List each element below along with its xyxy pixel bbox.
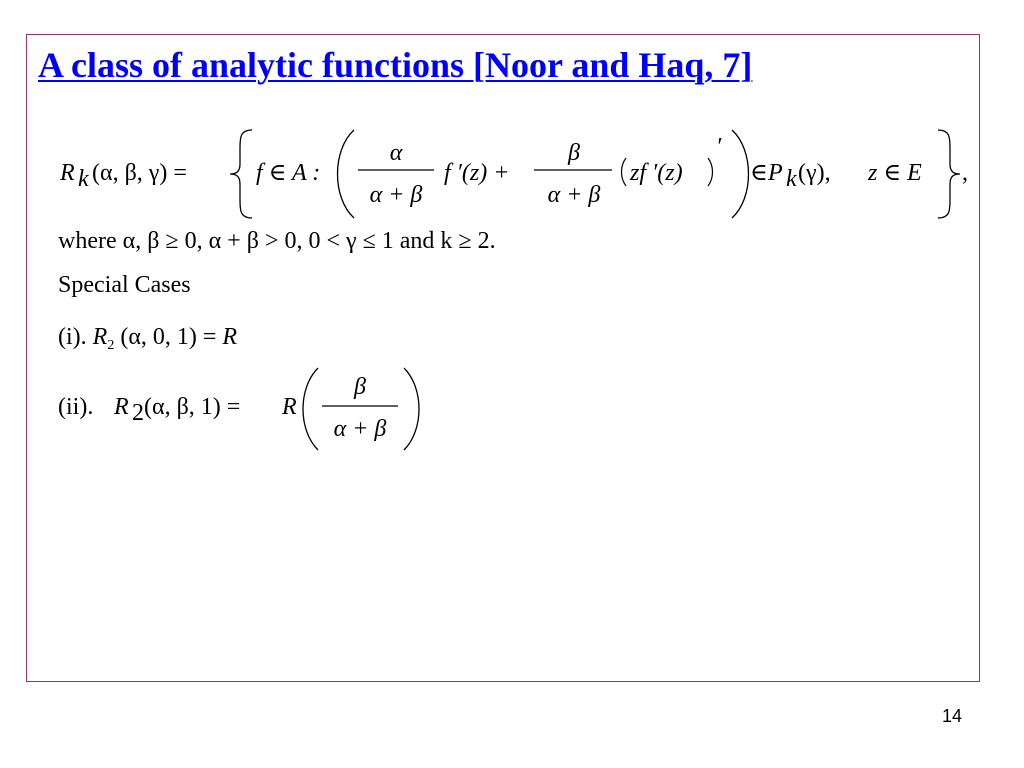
case-ii-label: (ii). [58, 394, 94, 420]
slide-title: A class of analytic functions [Noor and Haq, 7] [38, 45, 753, 85]
case-ii-left-paren [303, 368, 318, 450]
lhs-letter: R [60, 160, 75, 186]
case-i-letter: R [92, 324, 108, 350]
domain: z ∈ E [868, 160, 922, 186]
frac1-numerator: α [389, 140, 403, 166]
right-brace [938, 130, 960, 218]
definition-equation [56, 124, 986, 224]
frac2-numerator: β [568, 140, 580, 166]
case-i-rhs: R [222, 324, 238, 350]
case-ii-subscript: 2 [132, 400, 144, 426]
frac2-denominator: α + β [547, 182, 601, 208]
left-paren [338, 130, 355, 218]
P-arguments: (γ), [798, 160, 831, 186]
case-i-label: (i). [58, 324, 87, 350]
case-i-subscript: 2 [107, 338, 115, 353]
outer-prime: ′ [716, 134, 722, 160]
element-of: ∈ [750, 160, 768, 186]
P-subscript: k [786, 166, 797, 192]
where-condition: where α, β ≥ 0, α + β > 0, 0 < γ ≤ 1 and k ≥ 2. [58, 228, 496, 254]
case-ii-denominator: α + β [333, 416, 387, 442]
inner-left-paren [622, 158, 627, 186]
lhs-arguments: (α, β, γ) = [92, 160, 187, 186]
set-member: f ∈ A : [256, 160, 321, 186]
case-ii-numerator: β [354, 374, 366, 400]
trailing-comma: , [962, 160, 968, 186]
case-ii-rhs: R [282, 394, 297, 420]
inner-right-paren [708, 158, 713, 186]
case-ii-args: (α, β, 1) = [144, 394, 241, 420]
page-number: 14 [942, 706, 963, 726]
P-letter: P [768, 160, 783, 186]
left-brace [230, 130, 252, 218]
special-cases-heading: Special Cases [58, 272, 191, 298]
term2: zf ′(z) [630, 160, 683, 186]
case-i-args: (α, 0, 1) = [120, 324, 217, 350]
right-paren [732, 130, 749, 218]
case-ii [58, 362, 438, 456]
case-ii-letter: R [114, 394, 129, 420]
frac1-denominator: α + β [369, 182, 423, 208]
term1: f ′(z) + [444, 160, 510, 186]
lhs-subscript: k [78, 166, 89, 192]
case-ii-svg [58, 362, 438, 456]
case-ii-right-paren [404, 368, 419, 450]
case-i [58, 324, 237, 354]
definition-equation-svg [56, 124, 986, 224]
